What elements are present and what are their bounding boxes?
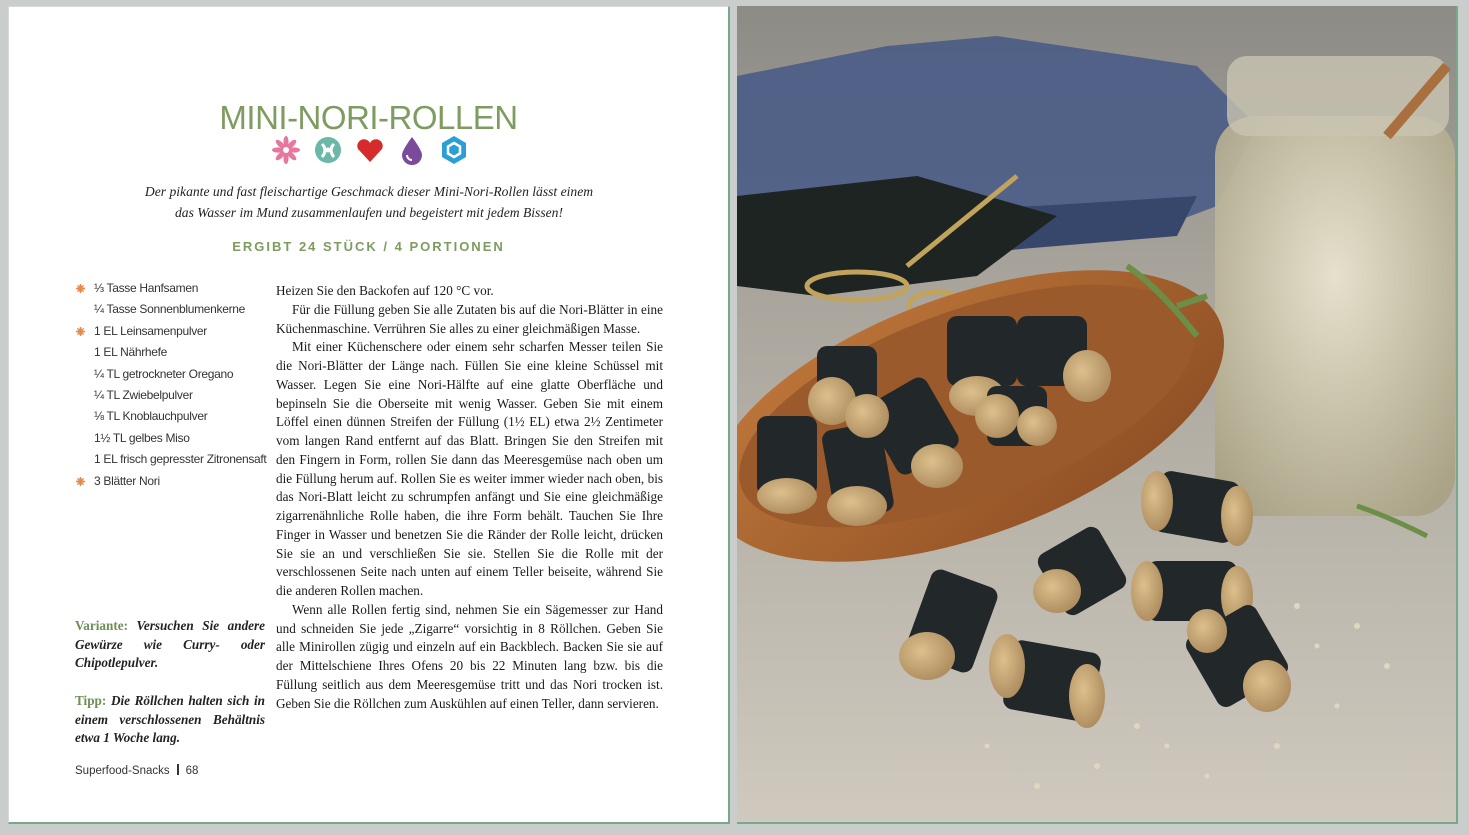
ingredient-item [75,364,265,385]
ingredient-item [75,299,265,320]
recipe-intro [99,182,639,223]
ingredient-item [75,342,265,363]
ingredient-text: 1 EL frisch gepresster Zitronensaft [94,452,267,467]
ingredient-item [75,278,265,299]
page-footer [75,764,198,777]
ingredient-text: ¼ TL Zwiebelpulver [94,387,193,402]
tip-note [75,692,265,748]
ingredient-item [75,449,265,470]
ingredient-item [75,471,265,492]
ingredient-text: 1 EL Nährhefe [94,345,168,360]
drop-icon [397,135,427,165]
ingredient-text: 1½ TL gelbes Miso [94,430,190,445]
method-paragraph: Mit einer Küchenschere oder einem sehr scharfen Messer teilen Sie die Nori-Blätter der Länge nach. Füllen Sie eine kleine Schüssel mit Wasser. Legen Sie eine Nori-Hälfte auf eine glatte Oberfläche und bepinseln Sie die Oberseite mit wenig Wasser. Geben Sie mit einem Löffel einen dünnen Streifen der Füllung (1½ EL) etwa 2½ Zentimeter vom langen Rand entfernt auf das Blatt. Bringen Sie den Streifen mit den Fingern in Form, rollen Sie dann das Meeresgemüse nach oben um die Füllung herum auf. Rollen Sie es weiter immer wieder nach oben, bis das Nori-Blatt leicht zu schrumpfen anfängt und Sie eine gleichmäßige zigarrenähnliche Rolle haben, die ihre Form behält. Tauchen Sie Ihre Finger in Wasser und benetzen Sie die Ränder der Rolle leicht, drücken Sie sie an und verschließen Sie sie. Stellen Sie die Rolle mit der verschlossenen Seite nach unten auf einem Teller beiseite, während Sie die anderen Rollen machen. [276,339,663,598]
hexagon-icon [439,135,469,165]
ingredient-item [75,406,265,427]
recipe-title: MINI-NORI-ROLLEN [219,99,518,137]
intro-line: das Wasser im Mund zusammenlaufen und begeistert mit jedem Bissen! [174,204,563,220]
variant-note [75,617,265,673]
asterisk-marker-icon [76,477,85,486]
method-text [276,282,663,713]
variant-label: Variante: [75,618,128,633]
ingredient-text: ¼ Tasse Sonnenblumenkerne [94,302,246,317]
ingredient-text: ⅓ Tasse Hanfsamen [94,281,199,295]
heart-icon [355,135,385,165]
ingredient-text: ¼ TL getrockneter Oregano [94,366,234,381]
ingredient-text: ⅛ TL Knoblauchpulver [94,409,208,424]
ingredient-item [75,385,265,406]
ingredient-item [75,428,265,449]
page-number: 68 [185,765,199,777]
nori-rolls-photo [737,6,1458,824]
footer-divider [177,764,179,775]
section-name: Superfood-Snacks [75,765,170,777]
tip-label: Tipp: [75,693,107,708]
recipe-yield: ERGIBT 24 STÜCK / 4 PORTIONEN [232,239,505,254]
flower-icon [271,135,301,165]
benefit-icons [271,135,469,165]
seed-icon [313,135,343,165]
asterisk-marker-icon [76,327,85,336]
ingredient-text: 1 EL Leinsamenpulver [94,323,207,338]
asterisk-marker-icon [76,284,85,293]
method-paragraph: Heizen Sie den Backofen auf 120 °C vor. [276,283,494,298]
food-photo [737,6,1458,824]
method-paragraph: Für die Füllung geben Sie alle Zutaten bis auf die Nori-Blätter in eine Küchenmaschine. Verrühren Sie alles zu einer gleichmäßigen Masse. [276,301,663,336]
variant-text: Versuchen Sie andere Gewürze wie Curry- oder Chipotlepulver. [75,618,266,671]
tip-text: Die Röllchen halten sich in einem verschlossenen Behältnis etwa 1 Woche lang. [75,693,266,746]
ingredient-list [75,278,265,492]
ingredient-item [75,321,265,342]
recipe-page [8,6,730,824]
intro-line: Der pikante und fast fleischartige Geschmack dieser Mini-Nori-Rollen lässt einem [144,184,594,199]
method-paragraph: Wenn alle Rollen fertig sind, nehmen Sie ein Sägemesser zur Hand und schneiden Sie jede „Zigarre“ vorsichtig in 8 Röllchen. Geben Sie alle Minirollen zügig und einzeln auf ein Backblech. Backen Sie sie auf der Mittelschiene Ihres Ofens 20 bis 22 Minuten lang bzw. bis die Füllung seitlich aus dem Meeresgemüse tritt und das Nori trocken ist. Geben Sie die Röllchen zum Auskühlen auf einen Teller, dann servieren. [276,601,663,711]
ingredient-text: 3 Blätter Nori [94,473,160,488]
